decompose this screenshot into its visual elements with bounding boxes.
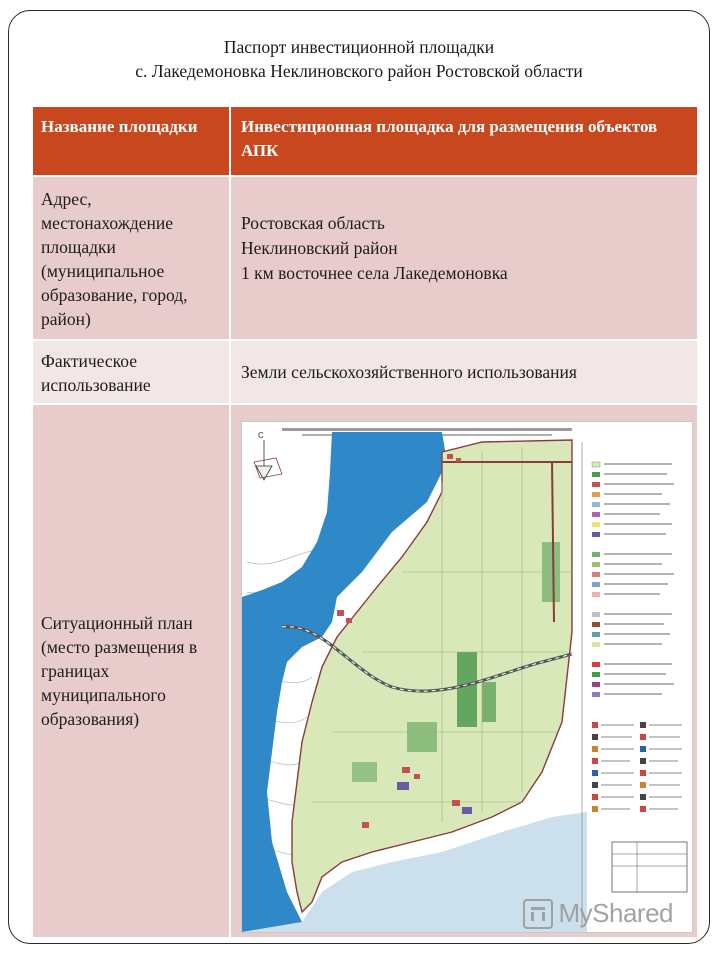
header-label-cell: Название площадки (33, 107, 229, 175)
map-compass-letter: С (258, 431, 264, 440)
usage-label-cell: Фактическое использование (33, 341, 229, 403)
map-drawing (242, 422, 692, 932)
slide-frame (8, 10, 710, 944)
map-header-text (282, 428, 572, 431)
address-value-cell (231, 177, 697, 339)
header-value-cell: Инвестиционная площадка для размещения объектов АПК (231, 107, 697, 175)
passport-table (33, 107, 697, 939)
table-row-plan (33, 405, 697, 937)
watermark-text: MyShared (558, 898, 673, 928)
address-line-district: Неклиновский район (241, 238, 398, 258)
address-line-location: 1 км восточнее села Лакедемоновка (241, 263, 508, 283)
table-row-usage (33, 341, 697, 403)
plan-label-cell (33, 405, 229, 937)
page-title (9, 35, 709, 83)
address-line-region: Ростовская область (241, 213, 385, 233)
address-label-cell: Адрес, местонахождение площадки (муниципальное образование, город, район) (33, 177, 229, 339)
title-line-1: Паспорт инвестиционной площадки (223, 37, 495, 57)
usage-value-cell: Земли сельскохозяйственного использования (231, 341, 697, 403)
map-legend (587, 452, 687, 892)
plan-label-text: Ситуационный план (место размещения в границах муниципального образования) (41, 613, 198, 729)
myshared-logo-icon (523, 899, 553, 929)
plan-map-cell (231, 405, 697, 937)
table-row-address (33, 177, 697, 339)
myshared-watermark (523, 898, 674, 929)
table-header-row (33, 107, 697, 175)
situational-map (241, 421, 693, 933)
title-line-2: с. Лакедемоновка Неклиновского район Ростовской области (135, 61, 583, 81)
